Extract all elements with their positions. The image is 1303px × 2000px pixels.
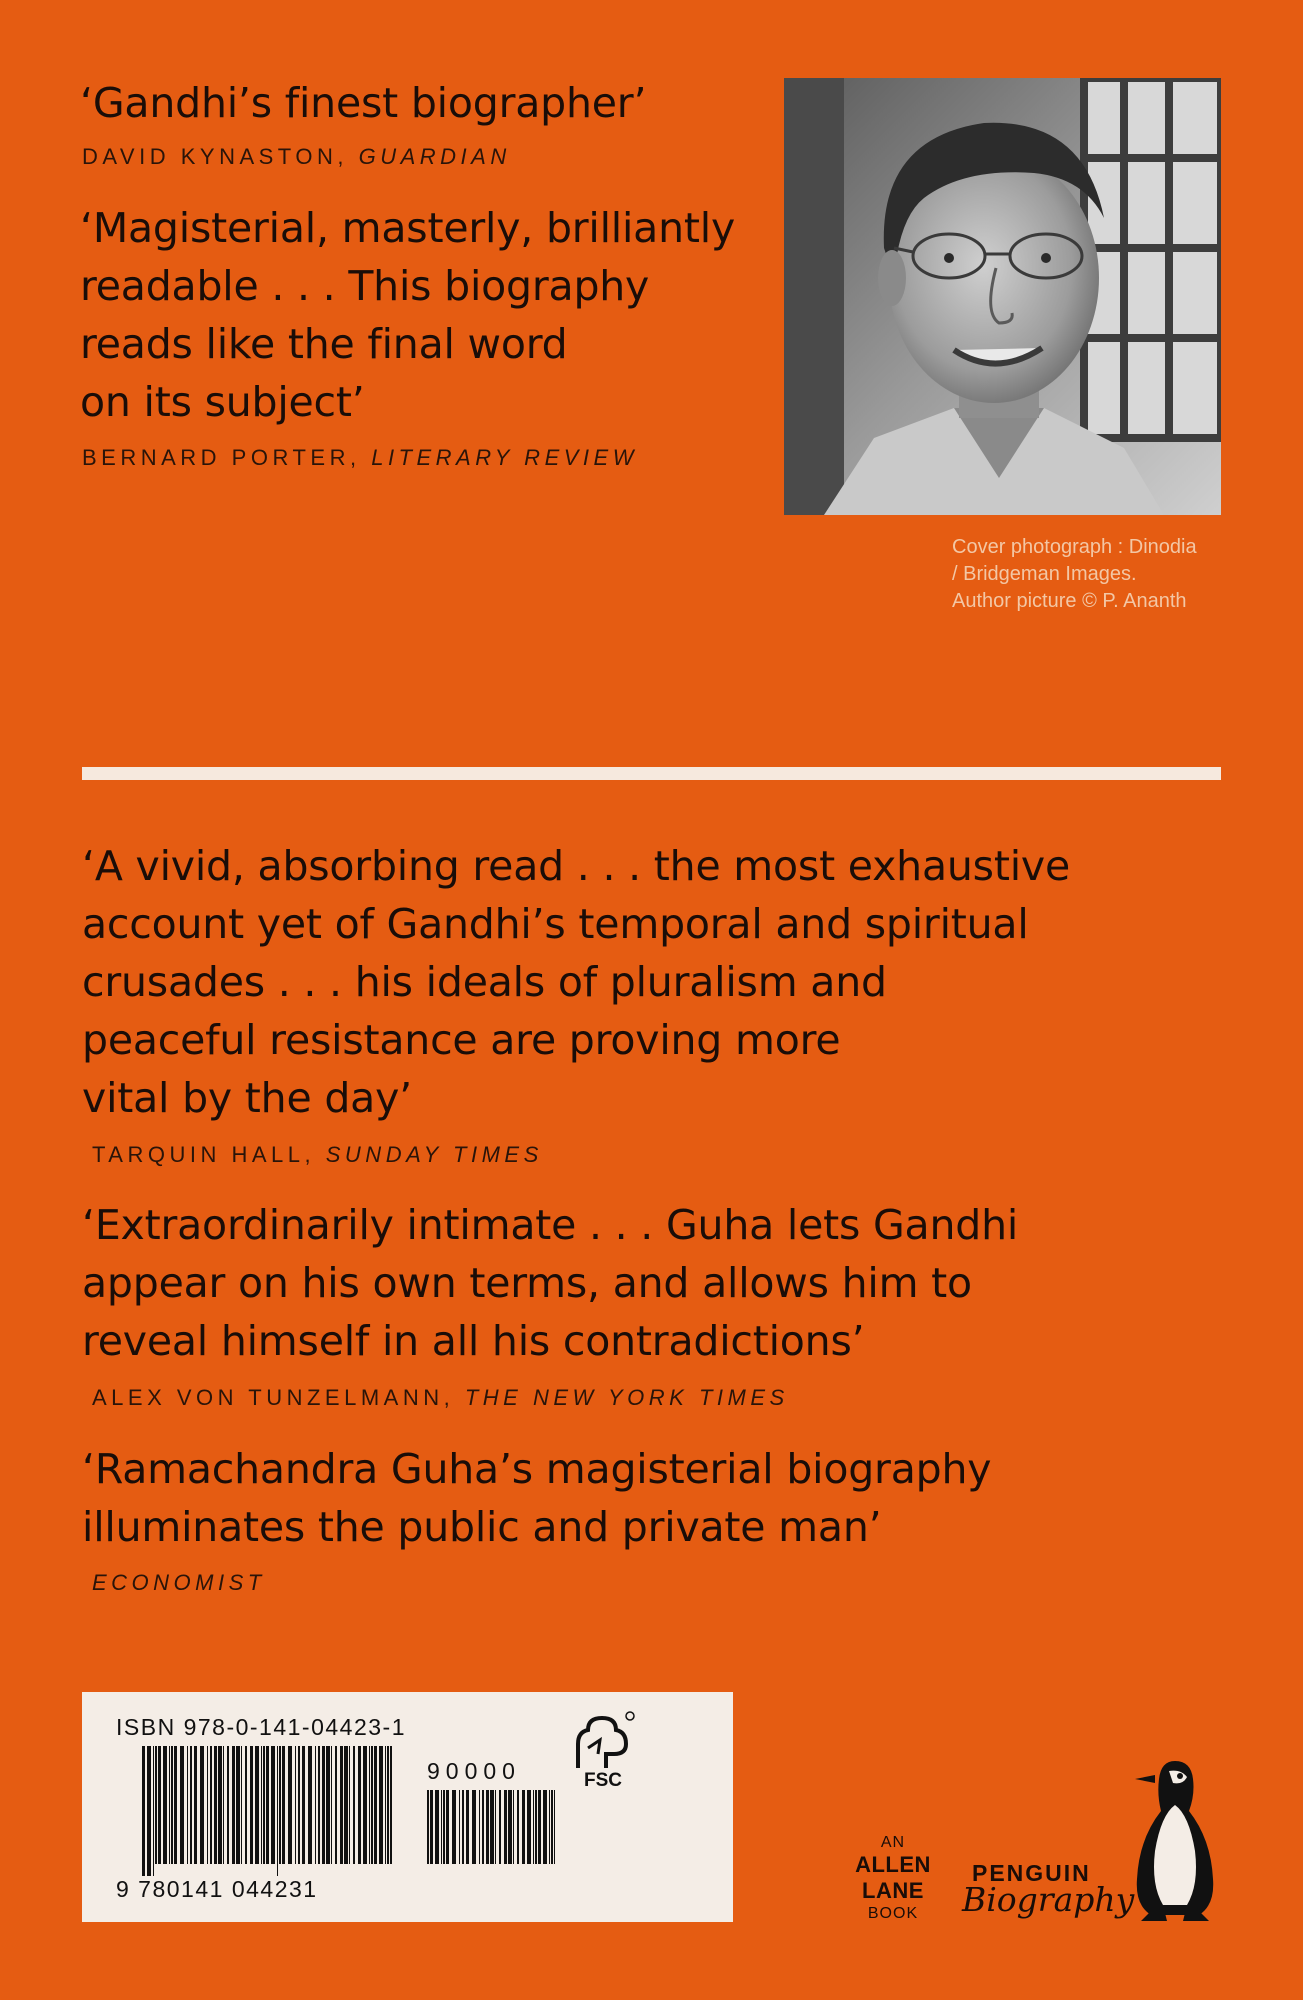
barcode-bar bbox=[271, 1746, 275, 1864]
barcode-bar bbox=[236, 1746, 240, 1864]
barcode-bar bbox=[218, 1746, 222, 1864]
penguin-logo-icon bbox=[1125, 1755, 1225, 1925]
barcode-bar bbox=[169, 1746, 170, 1864]
barcode-panel bbox=[82, 1692, 733, 1922]
lane-word: LANE bbox=[862, 1878, 924, 1903]
allen-word: ALLEN bbox=[855, 1852, 931, 1877]
barcode-bar bbox=[147, 1746, 151, 1876]
quote-line: vital by the day’ bbox=[82, 1074, 412, 1122]
barcode-bar bbox=[533, 1790, 534, 1864]
barcode-bar bbox=[527, 1790, 531, 1864]
barcode-bar bbox=[302, 1746, 305, 1864]
author-photo bbox=[784, 78, 1221, 515]
barcode-bar bbox=[427, 1790, 429, 1864]
barcode-bar bbox=[171, 1746, 173, 1864]
barcode-bar bbox=[158, 1746, 161, 1864]
barcode-bar bbox=[232, 1746, 235, 1864]
barcode-bar bbox=[318, 1746, 320, 1864]
barcode-bars bbox=[142, 1746, 392, 1876]
barcode-bar bbox=[482, 1790, 484, 1864]
barcode-bar bbox=[322, 1746, 325, 1864]
barcode-bar bbox=[358, 1746, 361, 1864]
barcode-bar bbox=[227, 1746, 229, 1864]
biography-wordmark: Biography bbox=[962, 1880, 1135, 1919]
barcode-bar bbox=[326, 1746, 330, 1864]
quote-1 bbox=[80, 74, 646, 132]
barcode-bar bbox=[387, 1746, 389, 1864]
barcode-bar bbox=[353, 1746, 355, 1864]
barcode-bar bbox=[538, 1790, 541, 1864]
barcode-bar bbox=[180, 1746, 184, 1864]
barcode-bar bbox=[279, 1746, 281, 1864]
barcode-bar bbox=[288, 1746, 292, 1864]
barcode-bar bbox=[241, 1746, 242, 1864]
barcode-bar bbox=[549, 1790, 550, 1864]
barcode-bar bbox=[174, 1746, 177, 1864]
barcode-bar bbox=[535, 1790, 537, 1864]
barcode-bar bbox=[466, 1790, 469, 1864]
barcode-bar bbox=[344, 1746, 348, 1864]
barcode-bar bbox=[486, 1790, 489, 1864]
barcode-bar bbox=[435, 1790, 439, 1864]
attribution-publication: GUARDIAN bbox=[358, 144, 511, 169]
barcode-bar bbox=[443, 1790, 445, 1864]
barcode-bar bbox=[266, 1746, 269, 1864]
barcode-bar bbox=[190, 1746, 192, 1864]
barcode-bar bbox=[142, 1746, 145, 1876]
quote-3 bbox=[82, 837, 1070, 1127]
photo-credit bbox=[952, 534, 1197, 615]
credit-line: / Bridgeman Images. bbox=[952, 563, 1137, 585]
barcode-bar bbox=[371, 1746, 373, 1864]
fsc-label: FSC bbox=[584, 1770, 622, 1791]
quote-1-attribution bbox=[82, 144, 511, 170]
attribution-name: TARQUIN HALL, bbox=[92, 1142, 316, 1167]
barcode-bar bbox=[277, 1746, 278, 1876]
barcode-bar bbox=[298, 1746, 300, 1864]
barcode-bar bbox=[490, 1790, 494, 1864]
barcode-bar bbox=[223, 1746, 224, 1864]
attribution-publication: THE NEW YORK TIMES bbox=[464, 1385, 789, 1410]
quote-line: account yet of Gandhi’s temporal and spiritual bbox=[82, 900, 1029, 948]
barcode-bar bbox=[369, 1746, 370, 1864]
fsc-tree-icon bbox=[570, 1710, 636, 1772]
attribution-name: DAVID KYNASTON, bbox=[82, 144, 348, 169]
barcode-bar bbox=[261, 1746, 262, 1864]
attribution-publication: ECONOMIST bbox=[92, 1570, 266, 1595]
penguin-wordmark: PENGUIN bbox=[972, 1860, 1091, 1886]
barcode-bar bbox=[446, 1790, 449, 1864]
credit-line: Cover photograph : Dinodia bbox=[952, 536, 1197, 558]
barcode-digits: 9 780141 044231 bbox=[116, 1876, 318, 1902]
barcode-bar bbox=[295, 1746, 296, 1864]
barcode-bar bbox=[163, 1746, 167, 1864]
barcode-bar bbox=[379, 1746, 383, 1864]
barcode-bar bbox=[499, 1790, 501, 1864]
book-word: BOOK bbox=[867, 1905, 919, 1922]
barcode-bar bbox=[245, 1746, 247, 1864]
quote-line: ‘Magisterial, masterly, brilliantly bbox=[80, 204, 736, 252]
allen-lane-mark bbox=[838, 1833, 948, 1923]
barcode-bar bbox=[308, 1746, 312, 1864]
barcode-bar bbox=[522, 1790, 525, 1864]
quote-line: ‘Gandhi’s finest biographer’ bbox=[80, 79, 647, 127]
price-code: 90000 bbox=[427, 1758, 521, 1784]
barcode-bar bbox=[349, 1746, 350, 1864]
barcode-bar bbox=[263, 1746, 265, 1864]
quote-2-attribution bbox=[82, 445, 638, 471]
barcode-bar bbox=[331, 1746, 332, 1864]
quote-line: crusades . . . his ideals of pluralism and bbox=[82, 958, 887, 1006]
barcode-bar bbox=[214, 1746, 217, 1864]
quote-4 bbox=[82, 1196, 1018, 1370]
barcode-bar bbox=[194, 1746, 197, 1864]
quote-line: readable . . . This biography bbox=[80, 262, 650, 310]
isbn-text: ISBN 978-0-141-04423-1 bbox=[116, 1714, 406, 1740]
attribution-name: ALEX VON TUNZELMANN, bbox=[92, 1385, 455, 1410]
barcode-bar bbox=[363, 1746, 367, 1864]
barcode-bar bbox=[207, 1746, 208, 1864]
quote-line: ‘A vivid, absorbing read . . . the most exhaustive bbox=[82, 842, 1070, 890]
barcode-bar bbox=[340, 1746, 343, 1864]
barcode-bar bbox=[504, 1790, 507, 1864]
barcode-bar bbox=[315, 1746, 316, 1864]
barcode-bar bbox=[441, 1790, 442, 1864]
barcode-bar bbox=[385, 1746, 386, 1864]
barcode-bar bbox=[459, 1790, 460, 1864]
quote-5-attribution bbox=[92, 1570, 266, 1596]
barcode-bar bbox=[551, 1790, 553, 1864]
barcode-bar bbox=[250, 1746, 253, 1864]
divider bbox=[82, 767, 1221, 780]
quote-line: peaceful resistance are proving more bbox=[82, 1016, 841, 1064]
barcode-bar bbox=[255, 1746, 259, 1864]
quote-2 bbox=[80, 199, 735, 431]
author-photo-image bbox=[784, 78, 1221, 515]
price-barcode-bars bbox=[427, 1790, 555, 1876]
barcode-bar bbox=[210, 1746, 212, 1864]
barcode-bar bbox=[543, 1790, 547, 1864]
attribution-publication: SUNDAY TIMES bbox=[325, 1142, 543, 1167]
attribution-publication: LITERARY REVIEW bbox=[371, 445, 638, 470]
quote-line: reads like the final word bbox=[80, 320, 568, 368]
barcode-bar bbox=[554, 1790, 555, 1864]
barcode-bar bbox=[390, 1746, 392, 1864]
barcode-bar bbox=[282, 1746, 285, 1864]
quote-4-attribution bbox=[92, 1385, 789, 1411]
barcode-bar bbox=[153, 1746, 154, 1876]
quote-line: reveal himself in all his contradictions’ bbox=[82, 1317, 865, 1365]
quote-line: ‘Extraordinarily intimate . . . Guha lets Gandhi bbox=[82, 1201, 1019, 1249]
quote-line: on its subject’ bbox=[80, 378, 365, 426]
quote-3-attribution bbox=[92, 1142, 543, 1168]
barcode-bar bbox=[187, 1746, 188, 1864]
barcode-bar bbox=[472, 1790, 476, 1864]
barcode-bar bbox=[462, 1790, 464, 1864]
barcode-bar bbox=[479, 1790, 480, 1864]
barcode-bar bbox=[430, 1790, 433, 1864]
barcode-bar bbox=[335, 1746, 337, 1864]
barcode-bar bbox=[513, 1790, 514, 1864]
barcode-bar bbox=[495, 1790, 496, 1864]
quote-line: ‘Ramachandra Guha’s magisterial biography bbox=[82, 1445, 992, 1493]
barcode-bar bbox=[374, 1746, 377, 1864]
attribution-name: BERNARD PORTER, bbox=[82, 445, 361, 470]
quote-line: illuminates the public and private man’ bbox=[82, 1503, 882, 1551]
barcode-bar bbox=[200, 1746, 204, 1864]
barcode-bar bbox=[517, 1790, 519, 1864]
barcode-bar bbox=[452, 1790, 456, 1864]
barcode-bar bbox=[155, 1746, 157, 1864]
barcode-bar bbox=[508, 1790, 512, 1864]
credit-line: Author picture © P. Ananth bbox=[952, 590, 1187, 612]
quote-line: appear on his own terms, and allows him to bbox=[82, 1259, 972, 1307]
quote-5 bbox=[82, 1440, 991, 1556]
allen-an: AN bbox=[880, 1834, 906, 1851]
